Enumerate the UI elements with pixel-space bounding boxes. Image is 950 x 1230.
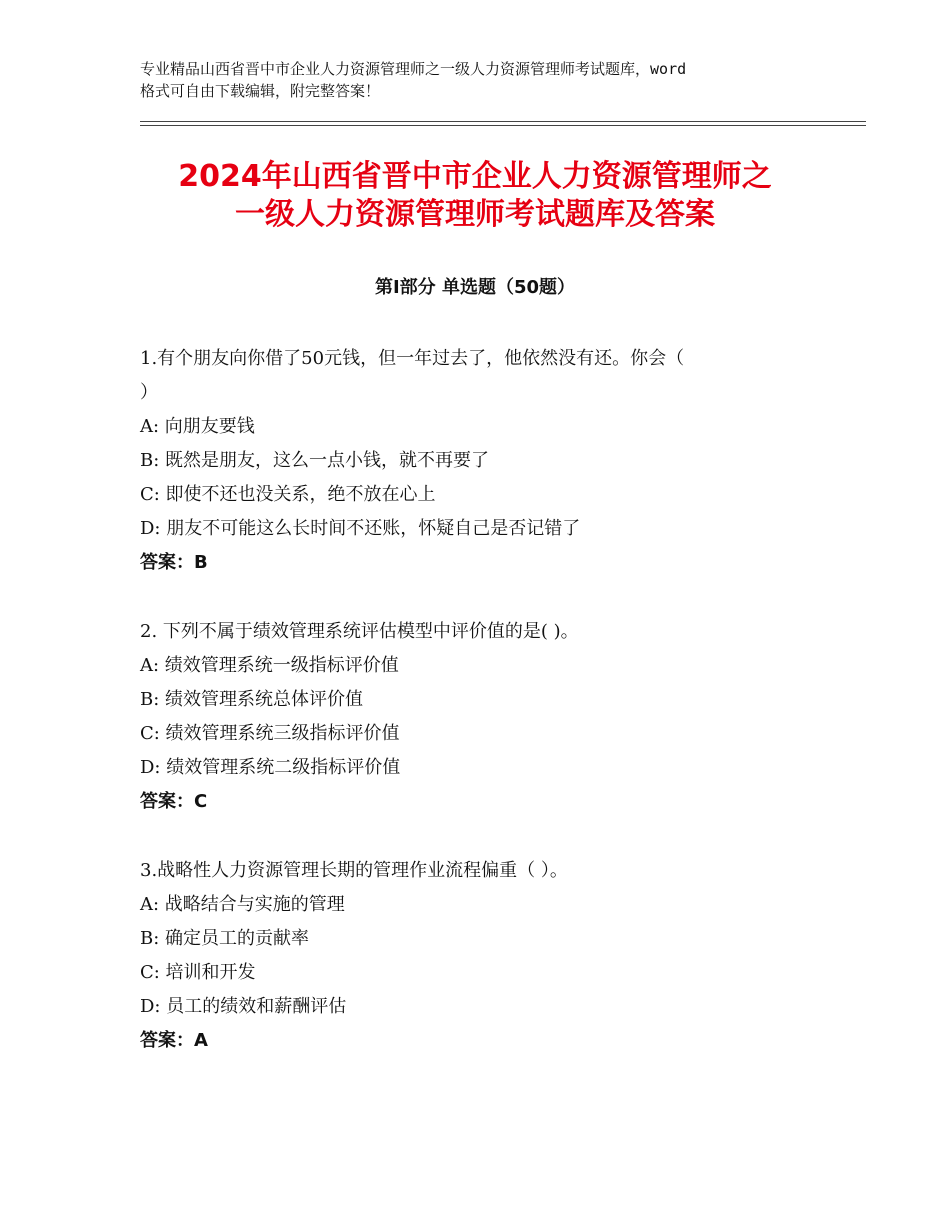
document-title-line-2: 一级人力资源管理师考试题库及答案 bbox=[235, 197, 715, 232]
document-title-line-1: 2024年山西省晋中市企业人力资源管理师之 bbox=[178, 159, 772, 194]
option-a: A: 战略结合与实施的管理 bbox=[140, 894, 345, 915]
header-divider-top bbox=[140, 121, 866, 122]
option-d: D: 朋友不可能这么长时间不还账，怀疑自己是否记错了 bbox=[140, 518, 581, 539]
option-b: B: 确定员工的贡献率 bbox=[140, 928, 310, 949]
question-2 bbox=[140, 615, 830, 819]
document-title bbox=[100, 158, 850, 234]
header-note: 专业精品山西省晋中市企业人力资源管理师之一级人力资源管理师考试题库，word 格式可自由下载编辑，附完整答案！ bbox=[140, 60, 687, 100]
option-b: B: 绩效管理系统总体评价值 bbox=[140, 689, 364, 710]
question-text: 1.有个朋友向你借了50元钱，但一年过去了，他依然没有还。你会（ ） bbox=[140, 348, 685, 403]
option-a: A: 绩效管理系统一级指标评价值 bbox=[140, 655, 399, 676]
question-text: 2. 下列不属于绩效管理系统评估模型中评价值的是( )。 bbox=[140, 621, 579, 642]
option-a: A: 向朋友要钱 bbox=[140, 416, 255, 437]
question-3 bbox=[140, 854, 830, 1058]
answer: 答案：A bbox=[140, 1030, 208, 1051]
header-divider-bottom bbox=[140, 125, 866, 126]
answer: 答案：C bbox=[140, 791, 208, 812]
answer: 答案：B bbox=[140, 552, 208, 573]
option-d: D: 员工的绩效和薪酬评估 bbox=[140, 996, 347, 1017]
option-d: D: 绩效管理系统二级指标评价值 bbox=[140, 757, 401, 778]
question-1 bbox=[140, 342, 830, 580]
option-c: C: 即使不还也没关系，绝不放在心上 bbox=[140, 484, 436, 505]
option-b: B: 既然是朋友，这么一点小钱，就不再要了 bbox=[140, 450, 490, 471]
section-title: 第Ⅰ部分 单选题（50题） bbox=[374, 277, 575, 298]
option-c: C: 培训和开发 bbox=[140, 962, 256, 983]
question-text: 3.战略性人力资源管理长期的管理作业流程偏重（ ）。 bbox=[140, 860, 568, 881]
option-c: C: 绩效管理系统三级指标评价值 bbox=[140, 723, 400, 744]
